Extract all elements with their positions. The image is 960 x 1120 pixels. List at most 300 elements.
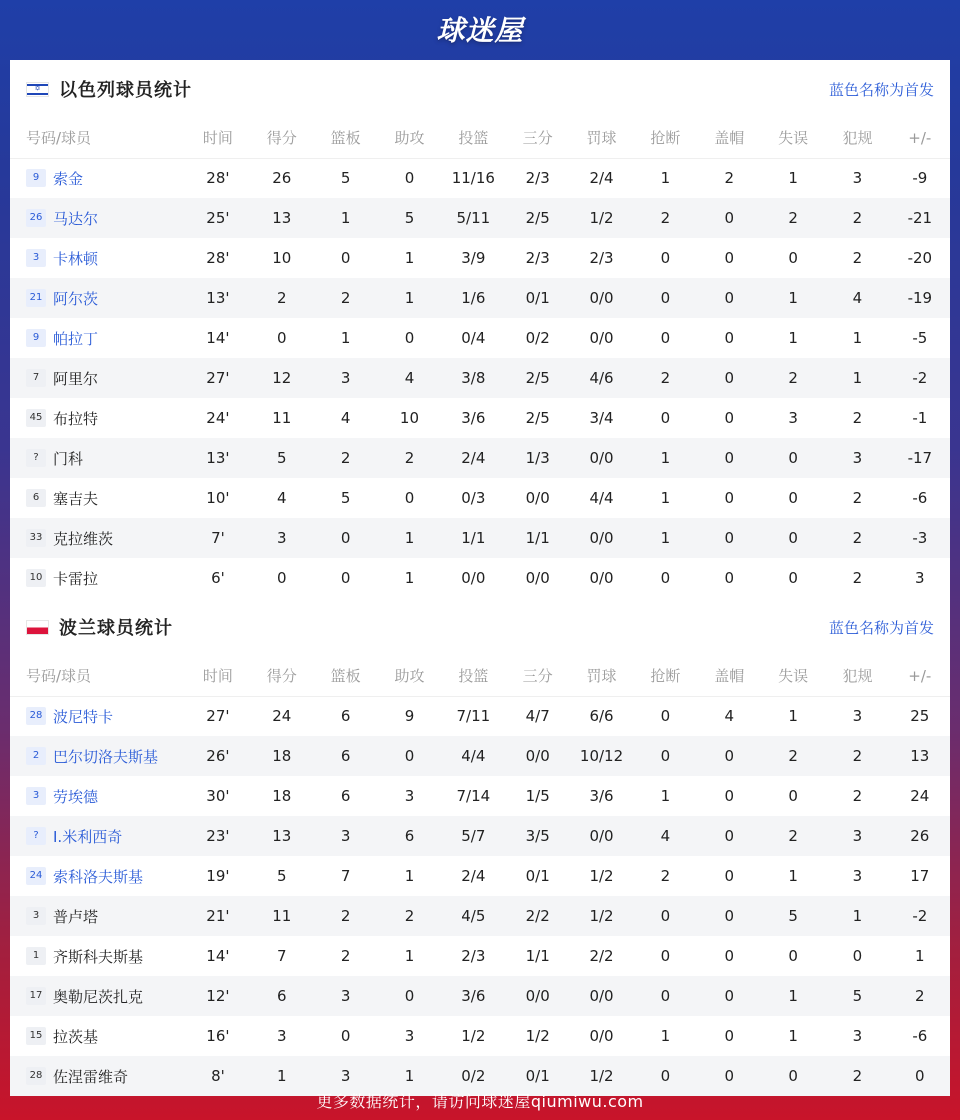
- stat-cell: -19: [890, 278, 950, 318]
- stat-cell: 13': [186, 278, 250, 318]
- player-name[interactable]: 劳埃德: [53, 787, 99, 806]
- stat-cell: 2/4: [589, 169, 614, 188]
- table-row: [10, 1016, 950, 1056]
- stat-cell: 19': [206, 867, 230, 885]
- stat-cell: 0: [404, 169, 415, 188]
- stat-cell: 0: [660, 329, 671, 347]
- player-cell: [10, 976, 186, 1016]
- stat-cell: 23': [186, 816, 250, 856]
- stat-cell: 12': [186, 976, 250, 1016]
- stat-cell: 1/1: [525, 947, 550, 965]
- stat-cell: 1/2: [589, 867, 614, 885]
- stat-cell: 2: [660, 867, 671, 885]
- jersey-number-badge: 15: [26, 1027, 46, 1045]
- stat-cell: 0/0: [506, 976, 570, 1016]
- stat-cell: 6: [378, 816, 441, 856]
- stat-cell: 1/2: [525, 1027, 550, 1045]
- stat-cell: 8': [186, 1056, 250, 1096]
- jersey-number-badge: 26: [26, 209, 46, 227]
- jersey-number-badge: 33: [26, 529, 46, 547]
- column-header: 得分: [250, 118, 313, 158]
- stat-cell: 2: [313, 438, 377, 478]
- stat-cell: -2: [890, 896, 950, 936]
- column-header: 得分: [250, 656, 313, 696]
- table-body: [10, 696, 950, 1096]
- jersey-number-badge: ?: [26, 827, 46, 845]
- stat-cell: 2: [313, 278, 377, 318]
- stat-cell: 0/0: [589, 329, 614, 347]
- table-header-row: [10, 118, 950, 158]
- stat-cell: 0: [404, 489, 415, 507]
- player-cell: [10, 1016, 186, 1056]
- player-name: 克拉维茨: [53, 529, 114, 548]
- stat-cell: 0: [378, 976, 441, 1016]
- stat-cell: 0/1: [506, 278, 570, 318]
- stats-card: [10, 60, 950, 1086]
- stat-cell: 0: [633, 976, 697, 1016]
- stat-cell: 14': [206, 329, 230, 347]
- stat-cell: 0: [852, 947, 863, 965]
- stat-cell: 1: [633, 438, 697, 478]
- stat-cell: 4: [633, 816, 697, 856]
- player-cell: [10, 856, 186, 896]
- stat-cell: 5: [378, 198, 441, 238]
- stat-cell: 0/0: [570, 278, 633, 318]
- stat-cell: 6: [340, 787, 351, 805]
- stat-cell: 2: [724, 169, 734, 188]
- player-name[interactable]: 索金: [53, 169, 84, 188]
- stat-cell: 3: [250, 518, 313, 558]
- stat-cell: 3/9: [461, 249, 486, 267]
- player-name: 门科: [53, 449, 84, 468]
- stat-cell: 1: [788, 707, 798, 726]
- stat-cell: 2: [761, 358, 825, 398]
- player-stats-table: [10, 118, 950, 598]
- player-name[interactable]: 波尼特卡: [53, 707, 114, 726]
- stat-cell: 1/2: [570, 896, 633, 936]
- player-name: 普卢塔: [53, 907, 99, 926]
- stat-cell: 0: [724, 787, 734, 805]
- stat-cell: 2/3: [525, 249, 550, 267]
- stat-cell: 2/2: [506, 896, 570, 936]
- section-header: [10, 598, 950, 656]
- stat-cell: 0: [340, 569, 351, 587]
- stat-cell: 1: [660, 1027, 671, 1045]
- player-name: 齐斯科夫斯基: [53, 947, 144, 966]
- jersey-number-badge: 28: [26, 707, 46, 725]
- stat-cell: 5: [276, 867, 287, 885]
- stat-cell: 3/6: [589, 787, 614, 805]
- stat-cell: 0: [660, 249, 671, 267]
- stat-cell: 1: [250, 1056, 313, 1096]
- stat-cell: 0: [633, 896, 697, 936]
- stat-cell: 0: [660, 409, 671, 427]
- player-cell: [10, 158, 186, 198]
- stat-cell: -3: [890, 518, 950, 558]
- stat-cell: 2: [852, 249, 863, 267]
- footer-banner[interactable]: 更多数据统计，请访问球迷屋qiumiwu.com: [316, 1091, 644, 1111]
- stat-cell: 5: [250, 438, 313, 478]
- column-header: 投篮: [441, 656, 505, 696]
- table-row: [10, 816, 950, 856]
- table-row: [10, 856, 950, 896]
- stat-cell: 3/4: [589, 409, 614, 427]
- stat-cell: 26: [272, 169, 292, 188]
- stat-cell: 4: [276, 489, 287, 507]
- column-header: 助攻: [378, 656, 441, 696]
- player-cell: [10, 558, 186, 598]
- player-name[interactable]: 索科洛夫斯基: [53, 867, 144, 886]
- player-name: 阿里尔: [53, 369, 99, 388]
- section-title: 以色列球员统计: [59, 80, 192, 101]
- stat-cell: 0: [633, 1056, 697, 1096]
- stat-cell: 17: [910, 867, 930, 885]
- stat-cell: 0: [724, 249, 734, 267]
- stat-cell: 1: [915, 947, 925, 965]
- stat-cell: 1: [660, 489, 671, 507]
- column-header: 罚球: [570, 656, 633, 696]
- stat-cell: 3: [313, 358, 377, 398]
- stat-cell: 2: [761, 816, 825, 856]
- stat-cell: 3: [313, 816, 377, 856]
- stat-cell: 9: [404, 707, 415, 726]
- stat-cell: 1: [340, 329, 351, 347]
- stat-cell: 1/2: [461, 1027, 486, 1045]
- stat-cell: 1/2: [570, 198, 633, 238]
- stat-cell: 13': [186, 438, 250, 478]
- stat-cell: 1: [378, 518, 441, 558]
- stat-cell: 0: [788, 569, 798, 587]
- stat-cell: 3/6: [441, 976, 505, 1016]
- column-header-player: 号码/球员: [10, 656, 186, 696]
- stat-cell: 0: [660, 707, 671, 726]
- stat-cell: 11/16: [451, 169, 495, 188]
- player-cell: [10, 438, 186, 478]
- column-header: 抢断: [633, 118, 697, 158]
- table-row: [10, 158, 950, 198]
- stat-cell: 1/1: [506, 518, 570, 558]
- player-name[interactable]: 卡林顿: [53, 249, 99, 268]
- player-cell: [10, 398, 186, 438]
- table-row: [10, 776, 950, 816]
- stat-cell: 10: [399, 409, 420, 427]
- jersey-number-badge: 21: [26, 289, 46, 307]
- table-row: [10, 238, 950, 278]
- stat-cell: 10/12: [570, 736, 633, 776]
- stat-cell: 0: [633, 736, 697, 776]
- stat-cell: 0: [698, 896, 761, 936]
- stat-cell: 0: [698, 198, 761, 238]
- stat-cell: 2: [378, 438, 441, 478]
- stat-cell: 0: [724, 1027, 734, 1045]
- stat-cell: 2: [761, 736, 825, 776]
- stat-cell: 13: [890, 736, 950, 776]
- stat-cell: 0/1: [506, 1056, 570, 1096]
- stat-cell: 7: [340, 867, 351, 885]
- stat-cell: 2: [852, 787, 863, 805]
- stat-cell: 1: [788, 169, 798, 188]
- stat-cell: 1: [633, 518, 697, 558]
- stat-cell: 1: [378, 278, 441, 318]
- player-name[interactable]: 马达尔: [53, 209, 99, 228]
- stat-cell: 3/8: [441, 358, 505, 398]
- stat-cell: 0/0: [570, 518, 633, 558]
- stat-cell: 2: [378, 896, 441, 936]
- stat-cell: 1: [788, 867, 798, 885]
- column-header-player: 号码/球员: [10, 118, 186, 158]
- stat-cell: 18: [250, 736, 313, 776]
- stat-cell: 2/4: [441, 438, 505, 478]
- stat-cell: 3: [915, 569, 925, 587]
- player-cell: [10, 518, 186, 558]
- stat-cell: 0/2: [441, 1056, 505, 1096]
- stat-cell: 0: [761, 518, 825, 558]
- stat-cell: 11: [250, 896, 313, 936]
- stat-cell: 5: [761, 896, 825, 936]
- table-row: [10, 358, 950, 398]
- stat-cell: 0: [698, 358, 761, 398]
- column-header: 盖帽: [698, 118, 761, 158]
- stat-cell: 4/6: [570, 358, 633, 398]
- stat-cell: 0: [276, 329, 287, 347]
- jersey-number-badge: 24: [26, 867, 46, 885]
- stat-cell: 1: [761, 976, 825, 1016]
- stat-cell: 6: [250, 976, 313, 1016]
- stat-cell: 2/5: [525, 409, 550, 427]
- brand-logo: 球迷屋: [436, 14, 524, 47]
- stat-cell: 1: [404, 569, 415, 587]
- player-cell: [10, 696, 186, 736]
- column-header: +/-: [890, 118, 950, 158]
- stat-cell: 0/2: [525, 329, 550, 347]
- column-header: 失误: [761, 118, 825, 158]
- stat-cell: 0: [890, 1056, 950, 1096]
- player-cell: [10, 318, 186, 358]
- player-name[interactable]: 阿尔茨: [53, 289, 99, 308]
- column-header: 三分: [506, 656, 570, 696]
- stat-cell: 1: [378, 1056, 441, 1096]
- stat-cell: 0: [698, 736, 761, 776]
- stat-cell: 24': [206, 409, 230, 427]
- stat-cell: 6/6: [589, 707, 614, 726]
- stat-cell: 0: [698, 1056, 761, 1096]
- column-header: 篮板: [313, 118, 377, 158]
- stat-cell: 3: [852, 169, 863, 188]
- stat-cell: 4: [340, 409, 351, 427]
- jersey-number-badge: 2: [26, 747, 46, 765]
- jersey-number-badge: 17: [26, 987, 46, 1005]
- stat-cell: 27': [206, 707, 230, 726]
- jersey-number-badge: 9: [26, 329, 46, 347]
- player-cell: [10, 816, 186, 856]
- stat-cell: 2: [825, 736, 889, 776]
- stat-cell: 0: [724, 867, 734, 885]
- column-header: 三分: [506, 118, 570, 158]
- stat-cell: 2: [852, 409, 863, 427]
- team-section-poland: [10, 598, 950, 1096]
- stat-cell: 14': [206, 947, 230, 965]
- stat-cell: 7/11: [456, 707, 491, 726]
- stat-cell: 26': [186, 736, 250, 776]
- column-header: 时间: [186, 118, 250, 158]
- table-row: [10, 398, 950, 438]
- stat-cell: 24: [272, 707, 292, 726]
- stat-cell: 0: [404, 329, 415, 347]
- player-cell: [10, 776, 186, 816]
- stat-cell: 5: [340, 169, 351, 188]
- table-row: [10, 696, 950, 736]
- stat-cell: 1/6: [441, 278, 505, 318]
- israel-flag-icon: ✡: [26, 82, 49, 97]
- stat-cell: 3: [825, 816, 889, 856]
- stat-cell: 0/0: [525, 489, 550, 507]
- stat-cell: 16': [206, 1027, 230, 1045]
- stat-cell: 2/2: [589, 947, 614, 965]
- jersey-number-badge: 3: [26, 907, 46, 925]
- stat-cell: 0/0: [525, 569, 550, 587]
- player-name[interactable]: I.米利西奇: [53, 827, 123, 846]
- stat-cell: 2/3: [525, 169, 550, 188]
- stat-cell: 7/14: [456, 787, 491, 805]
- player-name: 拉茨基: [53, 1027, 99, 1046]
- player-cell: [10, 198, 186, 238]
- stat-cell: 0: [698, 816, 761, 856]
- stat-cell: 4/5: [441, 896, 505, 936]
- stat-cell: 0: [313, 518, 377, 558]
- stat-cell: 4/4: [441, 736, 505, 776]
- stat-cell: 6: [340, 707, 351, 726]
- stat-cell: 2/5: [506, 198, 570, 238]
- stat-cell: 0: [340, 249, 351, 267]
- player-cell: [10, 896, 186, 936]
- stat-cell: 0: [698, 278, 761, 318]
- stat-cell: 0: [633, 278, 697, 318]
- player-cell: [10, 936, 186, 976]
- stat-cell: 1/1: [441, 518, 505, 558]
- stat-cell: -2: [890, 358, 950, 398]
- stat-cell: 5: [340, 489, 351, 507]
- stat-cell: 0: [788, 489, 798, 507]
- stat-cell: -21: [890, 198, 950, 238]
- jersey-number-badge: 10: [26, 569, 46, 587]
- stat-cell: 1: [825, 358, 889, 398]
- table-row: [10, 736, 950, 776]
- player-name: 佐涅雷维奇: [53, 1067, 129, 1086]
- stat-cell: 26: [890, 816, 950, 856]
- stat-cell: 2: [825, 518, 889, 558]
- table-row: [10, 438, 950, 478]
- stat-cell: 24: [910, 787, 930, 805]
- stat-cell: 2: [633, 198, 697, 238]
- stat-cell: 5: [825, 976, 889, 1016]
- stat-cell: 0: [761, 1056, 825, 1096]
- starter-legend: 蓝色名称为首发: [828, 80, 934, 99]
- stat-cell: 7: [276, 947, 287, 965]
- stat-cell: 3: [404, 1027, 415, 1045]
- stat-cell: 0: [378, 736, 441, 776]
- stat-cell: 3: [825, 438, 889, 478]
- player-cell: [10, 238, 186, 278]
- stat-cell: 1: [788, 1027, 798, 1045]
- stat-cell: 0: [724, 947, 734, 965]
- table-row: [10, 478, 950, 518]
- stat-cell: 2: [761, 198, 825, 238]
- player-cell: [10, 736, 186, 776]
- stat-cell: 0: [788, 249, 798, 267]
- stat-cell: 2: [825, 198, 889, 238]
- stat-cell: 27': [186, 358, 250, 398]
- stat-cell: 1/3: [506, 438, 570, 478]
- stat-cell: 2: [825, 1056, 889, 1096]
- stat-cell: 2: [340, 947, 351, 965]
- stat-cell: 1: [404, 249, 415, 267]
- stat-cell: 2: [852, 489, 863, 507]
- stat-cell: 0/0: [506, 736, 570, 776]
- stat-cell: 0: [276, 569, 287, 587]
- player-name[interactable]: 巴尔切洛夫斯基: [53, 747, 159, 766]
- column-header: +/-: [890, 656, 950, 696]
- top-banner: [0, 0, 960, 58]
- stat-cell: 4/4: [589, 489, 614, 507]
- stat-cell: 10: [272, 249, 292, 267]
- stat-cell: 0/3: [461, 489, 486, 507]
- column-header: 抢断: [633, 656, 697, 696]
- column-header: 犯规: [825, 118, 889, 158]
- player-name[interactable]: 帕拉丁: [53, 329, 99, 348]
- table-row: [10, 318, 950, 358]
- table-row: [10, 936, 950, 976]
- player-stats-table: [10, 656, 950, 1096]
- stat-cell: 1: [761, 278, 825, 318]
- stat-cell: 1: [404, 947, 415, 965]
- jersey-number-badge: ?: [26, 449, 46, 467]
- stat-cell: 3: [852, 707, 863, 726]
- stat-cell: 12: [250, 358, 313, 398]
- stat-cell: 1: [404, 867, 415, 885]
- stat-cell: 21': [186, 896, 250, 936]
- stat-cell: 2: [633, 358, 697, 398]
- player-name: 奥勒尼茨扎克: [53, 987, 144, 1006]
- stat-cell: 1/2: [570, 1056, 633, 1096]
- stat-cell: 0: [698, 518, 761, 558]
- stat-cell: 2: [250, 278, 313, 318]
- column-header: 时间: [186, 656, 250, 696]
- stat-cell: 3: [313, 976, 377, 1016]
- stat-cell: 0: [788, 787, 798, 805]
- stat-cell: 13: [250, 198, 313, 238]
- stat-cell: 2: [890, 976, 950, 1016]
- stat-cell: 1: [852, 329, 863, 347]
- stat-cell: 0/0: [570, 816, 633, 856]
- player-name: 卡雷拉: [53, 569, 99, 588]
- stat-cell: 0: [660, 947, 671, 965]
- stat-cell: 0: [340, 1027, 351, 1045]
- stat-cell: 0/0: [570, 438, 633, 478]
- stat-cell: 13: [250, 816, 313, 856]
- section-header: [10, 60, 950, 118]
- player-name: 布拉特: [53, 409, 99, 428]
- stat-cell: 6: [313, 736, 377, 776]
- player-name: 塞吉夫: [53, 489, 99, 508]
- stat-cell: -6: [912, 489, 928, 507]
- stat-cell: 0/4: [461, 329, 486, 347]
- section-title: 波兰球员统计: [59, 618, 173, 639]
- stat-cell: 0: [724, 569, 734, 587]
- stat-cell: 3/6: [461, 409, 486, 427]
- stat-cell: -17: [890, 438, 950, 478]
- stat-cell: 3/5: [506, 816, 570, 856]
- stat-cell: 0: [788, 947, 798, 965]
